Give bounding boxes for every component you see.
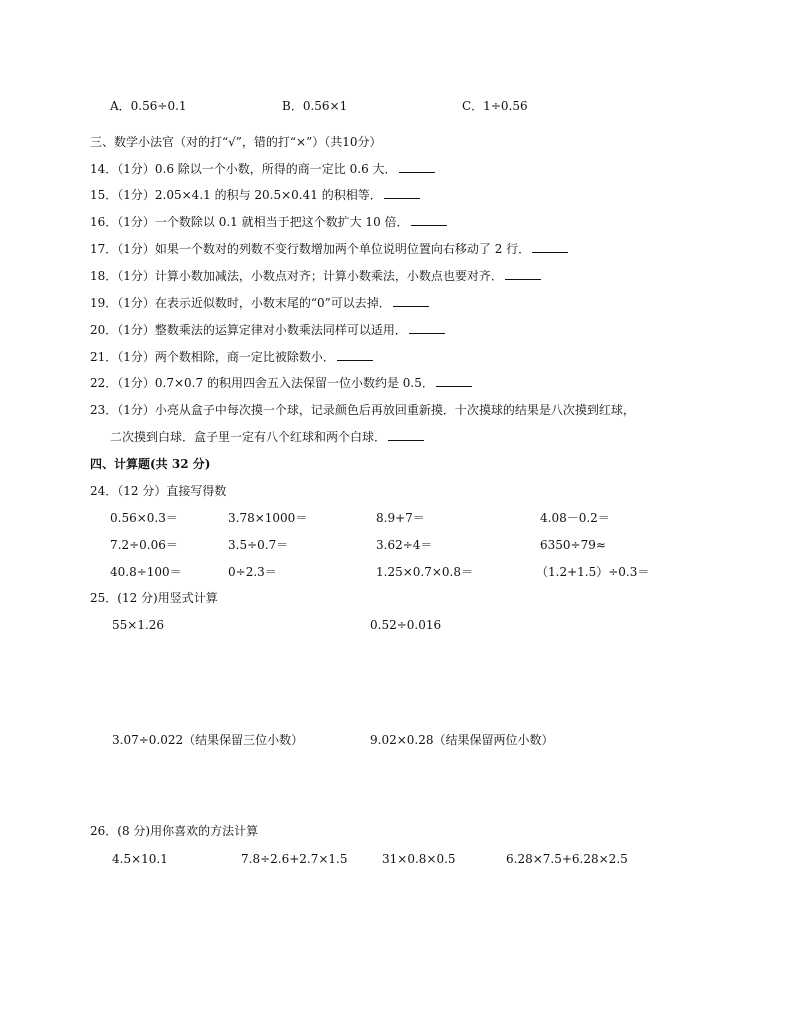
q26-item-2: 7.8÷2.6+2.7×1.5 [241,852,348,866]
q25-item-1: 55×1.26 [112,618,165,632]
answer-blank[interactable] [384,188,420,199]
answer-blank[interactable] [532,242,568,253]
q18-text: 18．（1分）计算小数加减法，小数点对齐；计算小数乘法，小数点也要对齐． [90,269,503,283]
q22-text: 22．（1分）0.7×0.7 的积用四舍五入法保留一位小数约是 0.5． [90,376,434,390]
q24-r3-c4: （1.2+1.5）÷0.3＝ [536,565,650,579]
answer-blank[interactable] [337,350,373,361]
q16-text: 16．（1分）一个数除以 0.1 就相当于把这个数扩大 10 倍． [90,215,409,229]
answer-blank[interactable] [505,269,541,280]
q25-item-4: 9.02×0.28（结果保留两位小数） [370,733,554,747]
option-a: A．0.56÷0.1 [110,99,187,113]
q21 [90,349,373,365]
q24-r3-c1: 40.8÷100＝ [110,565,182,579]
q20 [90,322,445,338]
q23-cont-text: 二次摸到白球．盒子里一定有八个红球和两个白球． [110,430,387,444]
q21-text: 21．（1分）两个数相除，商一定比被除数小． [90,350,335,364]
q24-r1-c4: 4.08－0.2＝ [540,511,610,525]
q24-r1-c2: 3.78×1000＝ [228,511,308,525]
option-b: B．0.56×1 [282,99,348,113]
q20-text: 20．（1分）整数乘法的运算定律对小数乘法同样可以适用． [90,323,407,337]
q24-r2-c1: 7.2÷0.06＝ [110,538,178,552]
q24-r1-c3: 8.9+7＝ [376,511,425,525]
q25-item-3: 3.07÷0.022（结果保留三位小数） [112,733,304,747]
q24-r2-c2: 3.5÷0.7＝ [228,538,289,552]
q23-continued [110,429,424,445]
answer-blank[interactable] [393,296,429,307]
q25-item-2: 0.52÷0.016 [370,618,442,632]
q26-item-1: 4.5×10.1 [112,852,168,866]
answer-blank[interactable] [409,323,445,334]
answer-blank[interactable] [411,215,447,226]
q24-r3-c2: 0÷2.3＝ [228,565,277,579]
q22 [90,375,472,391]
q16 [90,214,447,230]
q24-r1-c1: 0.56×0.3＝ [110,511,178,525]
answer-blank[interactable] [399,162,435,173]
q17-text: 17．（1分）如果一个数对的列数不变行数增加两个单位说明位置向右移动了 2 行． [90,242,531,256]
q15-text: 15．（1分）2.05×4.1 的积与 20.5×0.41 的积相等． [90,188,382,202]
q24-title: 24．（12 分）直接写得数 [90,484,227,498]
q24-r2-c4: 6350÷79≈ [540,538,606,552]
q15 [90,187,420,203]
q18 [90,268,541,284]
answer-blank[interactable] [388,430,424,441]
q17 [90,241,568,257]
q14 [90,161,435,177]
q24-r3-c3: 1.25×0.7×0.8＝ [376,565,473,579]
q14-text: 14．（1分）0.6 除以一个小数，所得的商一定比 0.6 大． [90,162,397,176]
option-c: C．1÷0.56 [462,99,528,113]
section3-title: 三、数学小法官（对的打“√”，错的打“×”）（共10分） [90,135,382,149]
q26-item-4: 6.28×7.5+6.28×2.5 [506,852,628,866]
q19-text: 19．（1分）在表示近似数时，小数末尾的“0”可以去掉． [90,296,391,310]
q24-r2-c3: 3.62÷4＝ [376,538,433,552]
q19 [90,295,429,311]
section4-title: 四、计算题(共 32 分) [90,457,211,471]
q26-title: 26．(8 分)用你喜欢的方法计算 [90,824,259,838]
q25-title: 25．(12 分)用竖式计算 [90,591,218,605]
q26-item-3: 31×0.8×0.5 [382,852,456,866]
q23: 23．（1分）小亮从盒子中每次摸一个球，记录颜色后再放回重新摸．十次摸球的结果是八次摸到红球， [90,403,635,417]
answer-blank[interactable] [436,376,472,387]
